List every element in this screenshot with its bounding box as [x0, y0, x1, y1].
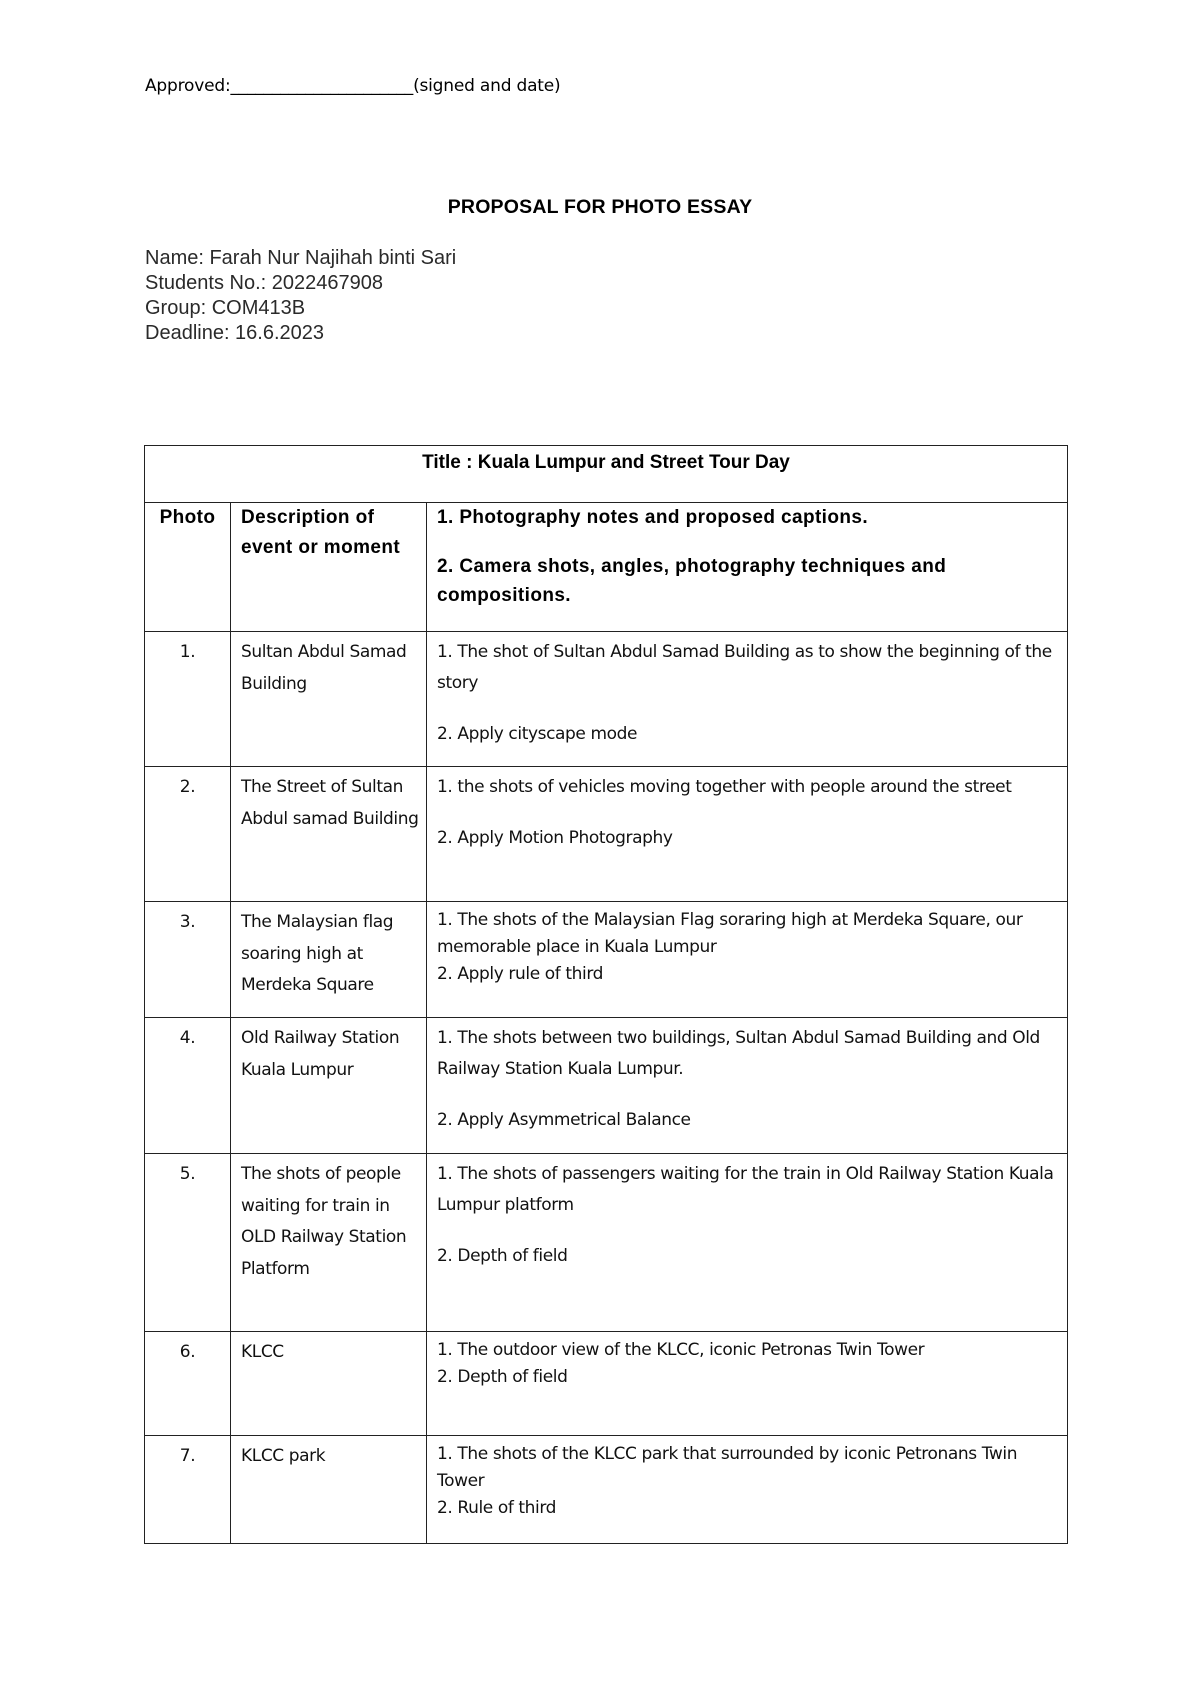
approval-signature-line: Approved:______________________(signed and date) — [145, 76, 561, 96]
student-number: Students No.: 2022467908 — [145, 272, 383, 294]
photo-note-caption: 1. The shots between two buildings, Sultan Abdul Samad Building and Old Railway Station Kuala Lumpur. — [437, 1028, 1040, 1079]
photo-note-technique: 2. Depth of field — [437, 1246, 568, 1266]
photo-notes — [427, 1332, 1068, 1436]
table-row — [145, 1018, 1068, 1154]
table-row — [145, 767, 1068, 902]
header-notes-1: 1. Photography notes and proposed captions. — [437, 507, 869, 528]
student-info-block — [145, 246, 456, 346]
photo-note-technique: 2. Depth of field — [437, 1367, 568, 1387]
photo-description: Old Railway Station Kuala Lumpur — [231, 1018, 427, 1154]
photo-notes — [427, 767, 1068, 902]
photo-note-caption: 1. The shots of the Malaysian Flag soraring high at Merdeka Square, our memorable place in Kuala Lumpur — [437, 910, 1023, 957]
header-notes — [427, 503, 1068, 632]
photo-number: 4. — [145, 1018, 231, 1154]
proposal-table — [144, 445, 1068, 1544]
photo-notes — [427, 632, 1068, 767]
essay-title: Title : Kuala Lumpur and Street Tour Day — [145, 446, 1068, 503]
photo-notes — [427, 1436, 1068, 1544]
photo-note-caption: 1. The outdoor view of the KLCC, iconic Petronas Twin Tower — [437, 1340, 925, 1360]
student-group: Group: COM413B — [145, 297, 306, 319]
photo-note-caption: 1. The shots of passengers waiting for the train in Old Railway Station Kuala Lumpur platform — [437, 1164, 1054, 1215]
photo-number: 5. — [145, 1154, 231, 1332]
deadline: Deadline: 16.6.2023 — [145, 322, 325, 344]
photo-notes — [427, 1018, 1068, 1154]
photo-note-caption: 1. The shot of Sultan Abdul Samad Building as to show the beginning of the story — [437, 642, 1052, 693]
header-description: Description of event or moment — [231, 503, 427, 632]
table-row — [145, 1332, 1068, 1436]
student-name: Name: Farah Nur Najihah binti Sari — [145, 247, 457, 269]
table-title-row — [145, 446, 1068, 503]
photo-number: 1. — [145, 632, 231, 767]
photo-description: The Street of Sultan Abdul samad Building — [231, 767, 427, 902]
photo-note-caption: 1. the shots of vehicles moving together with people around the street — [437, 777, 1012, 797]
table-row — [145, 632, 1068, 767]
header-photo: Photo — [145, 503, 231, 632]
photo-number: 2. — [145, 767, 231, 902]
photo-notes — [427, 1154, 1068, 1332]
table-row — [145, 902, 1068, 1018]
photo-description: The Malaysian flag soaring high at Merdeka Square — [231, 902, 427, 1018]
photo-note-caption: 1. The shots of the KLCC park that surrounded by iconic Petronans Twin Tower — [437, 1444, 1018, 1491]
photo-notes — [427, 902, 1068, 1018]
photo-note-technique: 2. Apply Motion Photography — [437, 828, 673, 848]
photo-description: The shots of people waiting for train in OLD Railway Station Platform — [231, 1154, 427, 1332]
photo-number: 7. — [145, 1436, 231, 1544]
document-title: PROPOSAL FOR PHOTO ESSAY — [447, 196, 753, 218]
photo-note-technique: 2. Apply cityscape mode — [437, 724, 638, 744]
table-row — [145, 1436, 1068, 1544]
photo-number: 6. — [145, 1332, 231, 1436]
photo-description: KLCC — [231, 1332, 427, 1436]
table-row — [145, 1154, 1068, 1332]
table-header-row — [145, 503, 1068, 632]
header-notes-2: 2. Camera shots, angles, photography techniques and compositions. — [437, 556, 947, 606]
photo-note-technique: 2. Apply rule of third — [437, 964, 604, 984]
photo-description: Sultan Abdul Samad Building — [231, 632, 427, 767]
photo-note-technique: 2. Apply Asymmetrical Balance — [437, 1110, 691, 1130]
photo-number: 3. — [145, 902, 231, 1018]
photo-description: KLCC park — [231, 1436, 427, 1544]
photo-note-technique: 2. Rule of third — [437, 1498, 557, 1518]
